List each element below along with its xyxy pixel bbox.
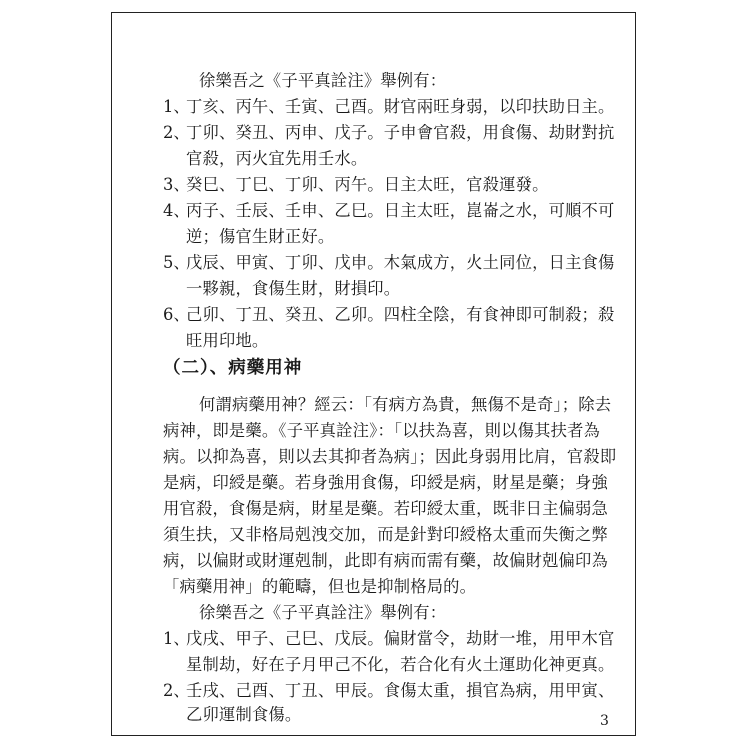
- list-item-line: 戊戌、甲子、己巳、戊辰。偏財當令，劫財一堆，用甲木官: [186, 629, 615, 648]
- paragraph-line: 病，以偏財或財運剋制，此即有病而需有藥，故偏財剋偏印為: [163, 551, 608, 570]
- list-item-line: 丁卯、癸丑、丙申、戊子。子申會官殺，用食傷、劫財對抗: [186, 123, 615, 142]
- list-item-number: 3、: [163, 175, 190, 194]
- page-number: 3: [600, 713, 609, 729]
- list-item-line: 丁亥、丙午、壬寅、己酉。財官兩旺身弱，以印扶助日主。: [186, 97, 615, 116]
- list-item-line: 逆；傷官生財正好。: [186, 227, 335, 246]
- list-item-number: 6、: [163, 305, 190, 324]
- list-item-line: 己卯、丁丑、癸丑、乙卯。四柱全陰，有食神即可制殺；殺: [186, 305, 615, 324]
- list-item-line: 壬戌、己酉、丁丑、甲辰。食傷太重，損官為病，用甲寅、: [186, 681, 615, 700]
- list-item-number: 2、: [163, 681, 190, 700]
- list-item-line: 乙卯運制食傷。: [186, 705, 302, 724]
- list-item-line: 戊辰、甲寅、丁卯、戊申。木氣成方，火土同位，日主食傷: [186, 253, 615, 272]
- list-item-line: 官殺，丙火宜先用壬水。: [186, 149, 368, 168]
- list-item-line: 丙子、壬辰、壬申、乙巳。日主太旺，崑崙之水，可順不可: [186, 201, 615, 220]
- paragraph-line: 是病，印綬是藥。若身強用食傷，印綬是病，財星是藥；身強: [163, 473, 608, 492]
- paragraph-line: 病神，即是藥。《子平真詮注》：「以扶為喜，則以傷其扶者為: [163, 421, 601, 440]
- list-item-line: 星制劫，好在子月甲己不化，若合化有火土運助化神更真。: [186, 655, 615, 674]
- examples-intro-1: 徐樂吾之《子平真詮注》舉例有：: [199, 71, 447, 90]
- paragraph-line: 病。以抑為喜，則以去其抑者為病」；因此身弱用比肩，官殺即: [163, 447, 617, 466]
- list-item-number: 1、: [163, 97, 190, 116]
- list-item-number: 1、: [163, 629, 190, 648]
- list-item-line: 旺用印地。: [186, 331, 269, 350]
- list-item-line: 癸巳、丁巳、丁卯、丙午。日主太旺，官殺運發。: [186, 175, 549, 194]
- list-item-line: 一夥親，食傷生財，財損印。: [186, 279, 401, 298]
- paragraph-line: 何謂病藥用神？經云：「有病方為貴，無傷不是奇」；除去: [199, 395, 612, 414]
- examples-intro-2: 徐樂吾之《子平真詮注》舉例有：: [199, 603, 447, 622]
- paragraph-line: 用官殺，食傷是病，財星是藥。若印綬太重，既非日主偏弱急: [163, 499, 608, 518]
- list-item-number: 4、: [163, 201, 190, 220]
- list-item-number: 2、: [163, 123, 190, 142]
- list-item-number: 5、: [163, 253, 190, 272]
- paragraph-line: 須生扶，又非格局剋洩交加，而是針對印綬格太重而失衡之弊: [163, 525, 608, 544]
- section-heading: （二）、病藥用神: [163, 358, 303, 378]
- paragraph-line: 「病藥用神」的範疇，但也是抑制格局的。: [163, 577, 477, 596]
